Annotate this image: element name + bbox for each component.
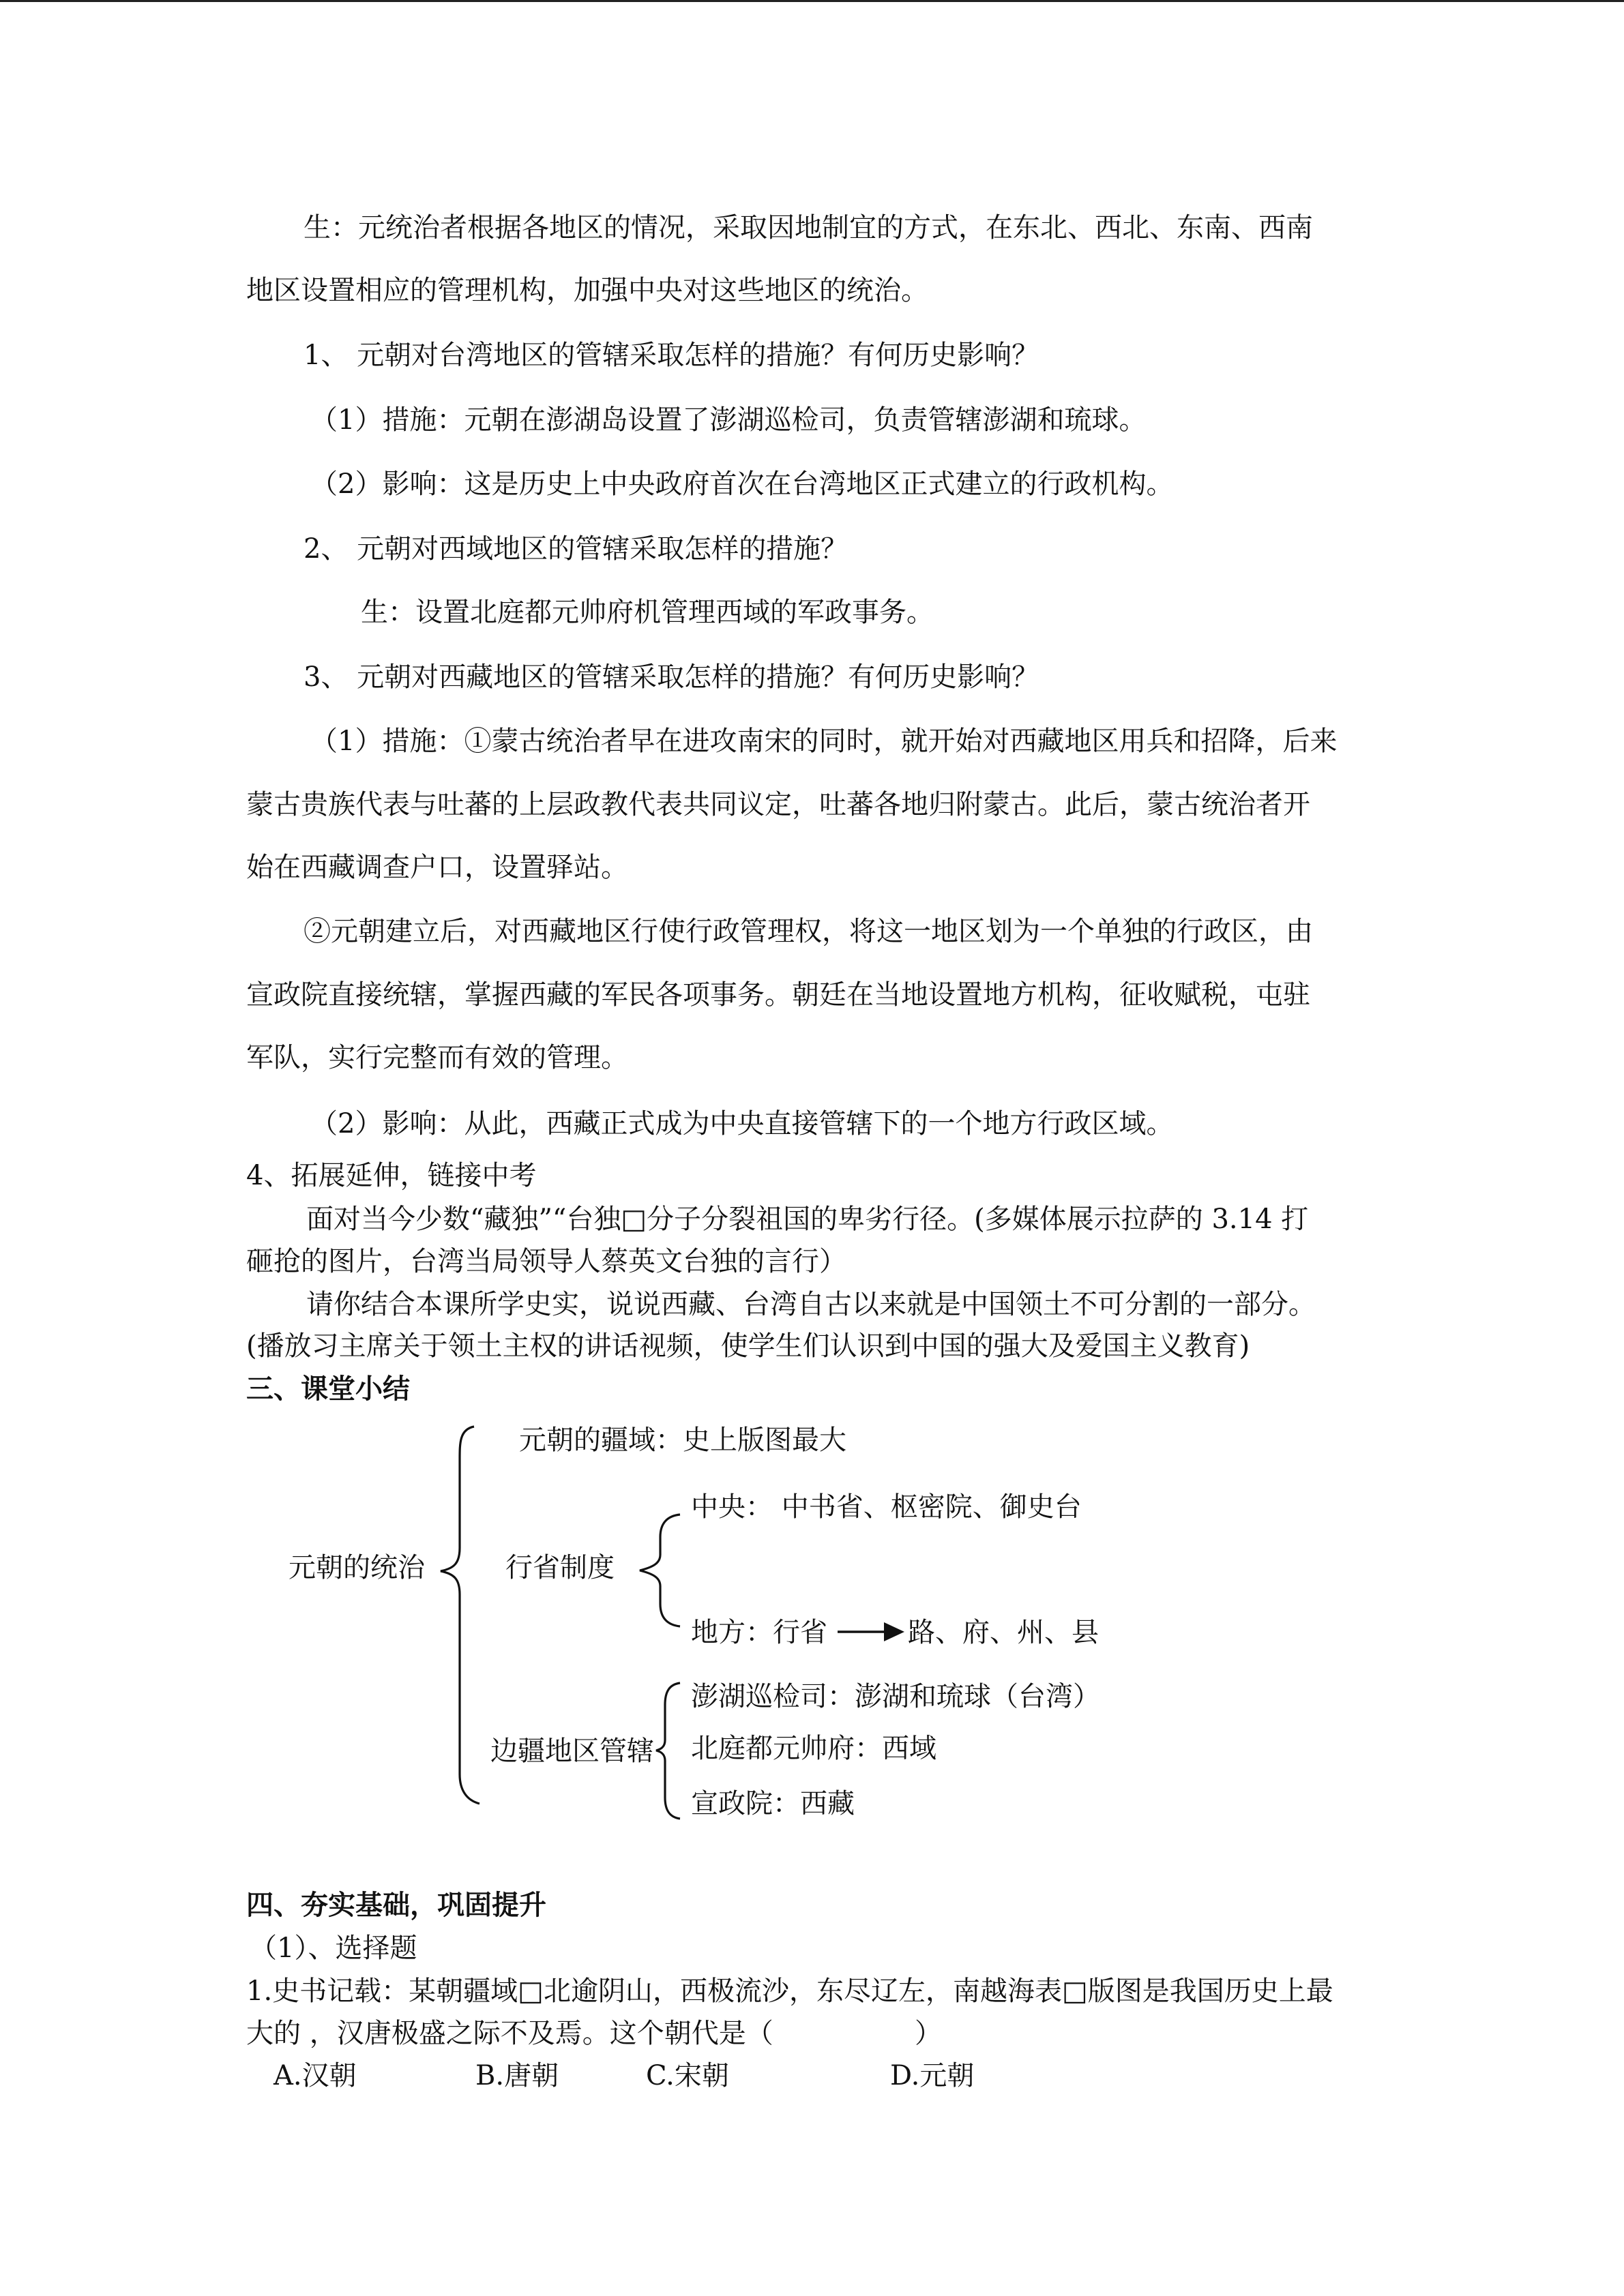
paragraph-student-answer-cont: 地区设置相应的管理机构，加强中央对这些地区的统治。 [246,275,928,306]
summary-frontier-taiwan: 澎湖巡检司：澎湖和琉球（台湾） [691,1681,1100,1712]
mcq-1-stem-line1: 1.史书记载：某朝疆域□北逾阴山，西极流沙，东尽辽左，南越海表□版图是我国历史上最 [246,1976,1333,2007]
subheading-multiple-choice: （1）、选择题 [250,1933,417,1964]
mcq-1-option-d: D.元朝 [890,2060,975,2091]
question-3-measure-line2: 蒙古贵族代表与吐蕃的上层政教代表共同议定，吐蕃各地归附蒙古。此后，蒙古统治者开 [246,789,1310,820]
summary-central: 中央： 中书省、枢密院、御史台 [691,1491,1082,1523]
question-3-measure-line1: （1）措施：①蒙古统治者早在进攻南宋的同时，就开始对西藏地区用兵和招降，后来 [310,726,1338,757]
question-1-impact: （2）影响：这是历史上中央政府首次在台湾地区正式建立的行政机构。 [310,468,1174,500]
paragraph-student-answer: 生：元统治者根据各地区的情况，采取因地制宜的方式，在东北、西北、东南、西南 [304,212,1313,243]
question-3-measure2-line2: 宣政院直接统辖，掌握西藏的军民各项事务。朝廷在当地设置地方机构，征收赋税，屯驻 [246,979,1310,1011]
root-brace [441,1427,479,1804]
question-3-impact: （2）影响：从此，西藏正式成为中央直接管辖下的一个地方行政区域。 [310,1108,1174,1139]
heading-consolidate: 四、夯实基础，巩固提升 [246,1889,546,1921]
heading-class-summary: 三、课堂小结 [246,1373,410,1405]
section-4-extension: 4、拓展延伸，链接中考 [246,1160,537,1191]
question-2: 2、 元朝对西域地区的管辖采取怎样的措施？ [304,533,848,565]
question-3-measure2-line3: 军队，实行完整而有效的管理。 [246,1042,628,1073]
summary-frontier-tibet: 宣政院：西藏 [691,1788,855,1819]
mcq-1-option-b: B.唐朝 [475,2060,559,2091]
extension-prompt-line1: 请你结合本课所学史实，说说西藏、台湾自古以来就是中国领土不可分割的一部分。 [306,1289,1316,1320]
frontier-brace [656,1683,680,1819]
summary-frontier-xiyu: 北庭都元帅府：西域 [691,1733,936,1764]
mcq-1-option-c: C.宋朝 [646,2060,729,2091]
mcq-1-option-a: A.汉朝 [274,2060,357,2091]
summary-province-system: 行省制度 [505,1552,615,1583]
question-3-measure2-line1: ②元朝建立后，对西藏地区行使行政管理权，将这一地区划为一个单独的行政区，由 [304,916,1313,947]
extension-paragraph-line2: 砸抢的图片，台湾当局领导人蔡英文台独的言行） [246,1246,846,1277]
question-1: 1、 元朝对台湾地区的管辖采取怎样的措施？有何历史影响？ [304,340,1039,371]
mcq-1-stem-line2: 大的 ，汉唐极盛之际不及焉。这个朝代是（ [246,2018,773,2049]
arrow-head [884,1622,904,1641]
extension-prompt-line2: (播放习主席关于领土主权的讲话视频，使学生们认识到中国的强大及爱国主义教育) [246,1330,1250,1362]
summary-frontier: 边疆地区管辖 [490,1735,654,1767]
question-3: 3、 元朝对西藏地区的管辖采取怎样的措施？有何历史影响？ [304,661,1039,693]
summary-local-suffix: 路、府、州、县 [908,1617,1099,1648]
extension-paragraph-line1: 面对当今少数“藏独”“台独□分子分裂祖国的卑劣行径。(多媒体展示拉萨的 3.14 打 [306,1204,1309,1235]
province-brace [640,1515,680,1626]
question-1-measure: （1）措施：元朝在澎湖岛设置了澎湖巡检司，负责管辖澎湖和琉球。 [310,404,1147,436]
summary-root: 元朝的统治 [289,1552,425,1583]
question-3-measure-line3: 始在西藏调查户口，设置驿站。 [246,852,628,883]
question-2-answer: 生：设置北庭都元帅府机管理西域的军政事务。 [361,597,934,628]
mcq-1-stem-close-paren: ） [915,2018,942,2049]
summary-territory: 元朝的疆域：史上版图最大 [519,1425,846,1456]
summary-local-prefix: 地方：行省 [691,1617,827,1648]
